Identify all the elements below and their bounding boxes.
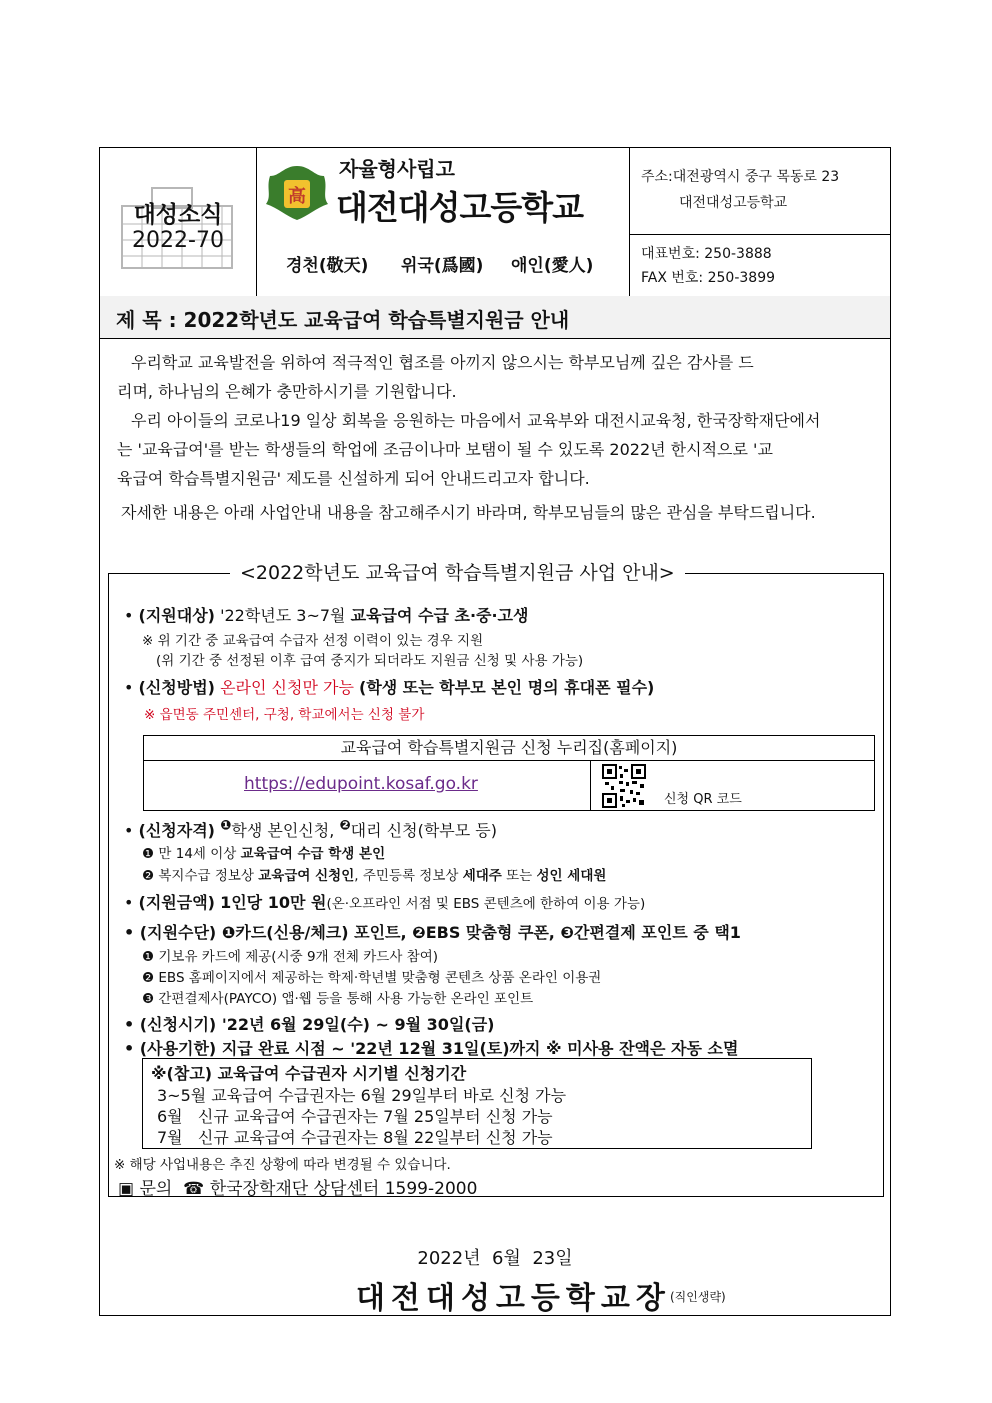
qr-label: 신청 QR 코드: [664, 792, 742, 807]
motto-3: 애인(愛人): [511, 256, 594, 276]
item-expiry: • (사용기한) 지급 완료 시점 ~ '22년 12월 31일(토)까지 ※ 미사용 잔액은 자동 소멸: [124, 1039, 739, 1058]
motto-1: 경천(敬天): [286, 256, 369, 276]
link-table: [143, 735, 875, 811]
qr-code-icon[interactable]: [602, 764, 646, 808]
phone-number: 대표번호: 250-3888: [641, 246, 772, 262]
issue-number: 2022-70: [132, 228, 224, 253]
svg-text:高: 高: [288, 186, 306, 207]
reference-row: 3~5월 교육급여 수급권자는 6월 29일부터 바로 신청 가능: [157, 1086, 567, 1105]
fax-number: FAX 번호: 250-3899: [641, 270, 776, 286]
reference-row: 6월 신규 교육급여 수급권자는 7월 25일부터 신청 가능: [157, 1107, 553, 1126]
signer-name: 대전대성고등학교장: [356, 1281, 671, 1316]
change-note: ※ 해당 사업내용은 추진 상황에 따라 변경될 수 있습니다.: [114, 1157, 451, 1173]
intro-line-3: 우리 아이들의 코로나19 일상 회복을 응원하는 마음에서 교육부와 대전시교육청, 한국장학재단에서: [131, 411, 821, 430]
item-qualification: • (신청자격) $^❶$학생 본인신청, $^❷$대리 신청(학부모 등): [124, 818, 497, 840]
issue-date: 2022년 6월 23일: [417, 1248, 573, 1269]
document-frame: [99, 147, 891, 1316]
target-note-2: (위 기간 중 선정된 이후 급여 중지가 되더라도 지원금 신청 및 사용 가능): [156, 653, 584, 669]
school-name: 대전대성고등학교: [336, 188, 584, 227]
intro-line-2: 리며, 하나님의 은혜가 충만하시기를 기원합니다.: [117, 382, 457, 401]
qualification-2: ❷ 복지수급 정보상 교육급여 신청인, 주민등록 정보상 세대주 또는 성인 세대원: [142, 868, 607, 884]
item-period: • (신청시기) '22년 6월 29일(수) ~ 9월 30일(금): [124, 1015, 495, 1034]
seal-note: (직인생략): [670, 1290, 726, 1304]
reference-title: ※(참고) 교육급여 수급권자 시기별 신청기간: [151, 1064, 467, 1083]
address-line-1: 주소:대전광역시 중구 목동로 23: [641, 169, 840, 185]
target-note-1: ※ 위 기간 중 교육급여 수급자 선정 이력이 있는 경우 지원: [142, 633, 484, 649]
program-box-title: <2022학년도 교육급여 학습특별지원금 사업 안내>: [230, 558, 685, 585]
item-means: • (지원수단) ❶카드(신용/체크) 포인트, ❷EBS 맞춤형 쿠폰, ❸간편결제 포인트 중 택1: [124, 923, 741, 942]
item-amount: • (지원금액) 1인당 10만 원(온·오프라인 서점 및 EBS 콘텐츠에 한하여 이용 가능): [124, 893, 646, 912]
intro-line-4: 는 '교육급여'를 받는 학생들의 학업에 조금이나마 보탬이 될 수 있도록 2022년 한시적으로 '교: [117, 440, 773, 459]
reference-row: 7월 신규 교육급여 수급권자는 8월 22일부터 신청 가능: [157, 1128, 553, 1147]
application-link[interactable]: https://edupoint.kosaf.go.kr: [244, 774, 478, 794]
item-method: • (신청방법) 온라인 신청만 가능 (학생 또는 학부모 본인 명의 휴대폰 필수): [124, 678, 655, 697]
issue-cell: [100, 148, 257, 296]
means-3: ❸ 간편결제사(PAYCO) 앱·웹 등을 통해 사용 가능한 온라인 포인트: [142, 991, 534, 1007]
item-target: • (지원대상) '22학년도 3~7월 교육급여 수급 초·중·고생: [124, 606, 529, 625]
school-type: 자율형사립고: [339, 157, 455, 181]
contact-cell: [629, 148, 890, 296]
reference-box: [142, 1058, 812, 1149]
qualification-1: ❶ 만 14세 이상 교육급여 수급 학생 본인: [142, 846, 386, 862]
intro-line-6: 자세한 내용은 아래 사업안내 내용을 참고해주시기 바라며, 학부모님들의 많은 관심을 부탁드립니다.: [121, 503, 816, 522]
means-1: ❶ 기보유 카드에 제공(시중 9개 전체 카드사 참여): [142, 949, 439, 965]
intro-line-5: 육급여 학습특별지원금' 제도를 신설하게 되어 안내드리고자 합니다.: [117, 469, 590, 488]
method-note: ※ 읍면동 주민센터, 구청, 학교에서는 신청 불가: [144, 707, 425, 723]
title-bar: [100, 296, 890, 339]
letterhead: [100, 148, 890, 297]
address-block: [629, 148, 890, 235]
contact-line: ▣ 문의 ☎ 한국장학재단 상담센터 1599-2000: [118, 1179, 478, 1199]
means-2: ❷ EBS 홈페이지에서 제공하는 학제·학년별 맞춤형 콘텐츠 상품 온라인 이용권: [142, 970, 602, 986]
address-line-2: 대전대성고등학교: [679, 195, 788, 211]
school-emblem-icon: [262, 162, 332, 222]
news-label: 대성소식: [133, 202, 223, 228]
document-title: 제 목 : 2022학년도 교육급여 학습특별지원금 안내: [116, 308, 570, 332]
intro-line-1: 우리학교 교육발전을 위하여 적극적인 협조를 아끼지 않으시는 학부모님께 깊은 감사를 드: [131, 353, 754, 372]
link-table-header: 교육급여 학습특별지원금 신청 누리집(홈페이지): [144, 736, 874, 761]
school-cell: [256, 148, 630, 296]
motto-2: 위국(爲國): [401, 256, 484, 276]
